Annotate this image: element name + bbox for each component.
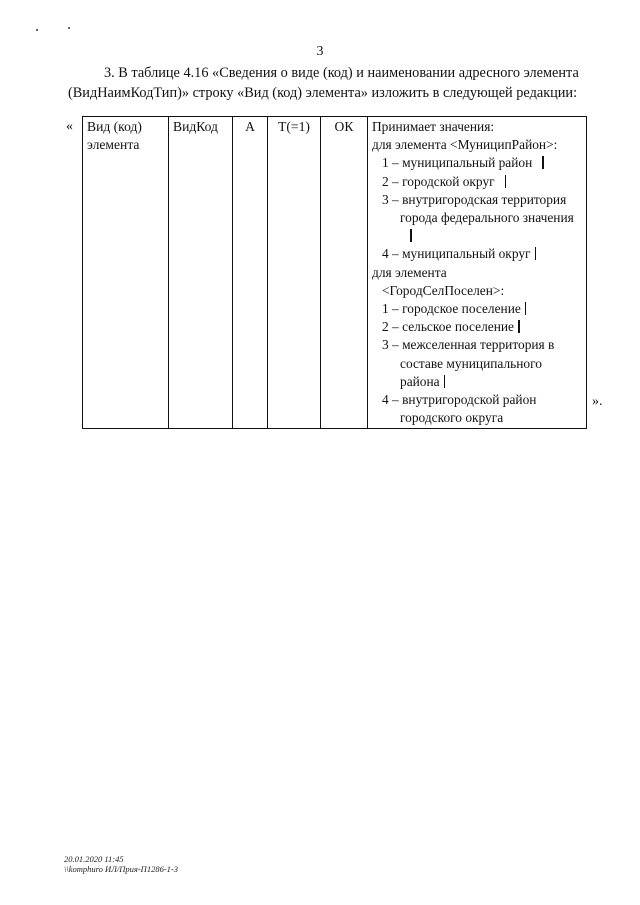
- element-name-line-1: Вид (код): [87, 119, 142, 134]
- revision-bar-icon: [542, 156, 544, 169]
- tag-text: ВидКод: [173, 119, 218, 134]
- footer-file-path: \\komphuro ИЛ/Прия-П1286-1-3: [64, 864, 178, 874]
- opening-quote: «: [66, 119, 73, 134]
- page-number: 3: [316, 44, 324, 59]
- required-text: ОК: [334, 119, 354, 134]
- amendment-line-2: (ВидНаимКодТип)» строку «Вид (код) элемента» изложить в следующей редакции:: [68, 85, 578, 101]
- revision-bar-icon: [505, 175, 507, 188]
- table-row: [83, 117, 587, 429]
- element-spec-table: [82, 116, 587, 429]
- group1-item-3: 3 – внутригородская территория города федерального значения: [382, 191, 574, 226]
- attr-text: А: [245, 119, 255, 134]
- group2-title-line-1: для элемента: [372, 264, 447, 280]
- cell-element-name: [83, 117, 169, 429]
- closing-quote: ».: [592, 394, 603, 409]
- values-header: Принимает значения:: [372, 119, 495, 134]
- group1-item-2: 2 – городской округ: [382, 173, 495, 189]
- type-text: Т(=1): [278, 119, 310, 134]
- cell-attr: [233, 117, 268, 429]
- list-item: [372, 391, 582, 427]
- element-name-line-2: элемента: [87, 137, 140, 152]
- scan-speck: [68, 27, 70, 29]
- list-item: [372, 336, 582, 391]
- revision-bar-icon: [535, 247, 537, 260]
- group1-item-1: 1 – муниципальный район: [382, 155, 533, 171]
- list-item: [372, 154, 582, 172]
- amendment-line-1: 3. В таблице 4.16 «Сведения о виде (код) и наименовании адресного элемента: [104, 65, 579, 81]
- group2-item-1: 1 – городское поселение: [382, 301, 521, 317]
- cell-type: [268, 117, 321, 429]
- list-item: [372, 300, 582, 318]
- cell-values: [368, 117, 587, 429]
- group2-item-4: 4 – внутригородской район городского округа: [382, 392, 537, 426]
- group2-title-line-2: <ГородСелПоселен>:: [382, 282, 505, 298]
- list-item: [372, 191, 582, 246]
- amendment-paragraph: [68, 63, 616, 103]
- scan-speck: [36, 29, 38, 31]
- list-item: [372, 173, 582, 191]
- footer-stamp: [64, 854, 178, 874]
- revision-bar-icon: [410, 229, 412, 242]
- revision-bar-icon: [518, 320, 520, 333]
- cell-required: [321, 117, 368, 429]
- group2-item-3: 3 – межселенная территория в составе муниципального района: [382, 337, 555, 389]
- list-item: [372, 318, 582, 336]
- footer-timestamp: 20.01.2020 11:45: [64, 854, 124, 864]
- group1-item-4: 4 – муниципальный округ: [382, 246, 531, 262]
- cell-tag: [169, 117, 233, 429]
- revision-bar-icon: [444, 375, 446, 388]
- list-item: [372, 245, 582, 263]
- revision-bar-icon: [525, 302, 527, 315]
- group1-title: для элемента <МуниципРайон>:: [372, 137, 558, 153]
- group2-item-2: 2 – сельское поселение: [382, 319, 514, 335]
